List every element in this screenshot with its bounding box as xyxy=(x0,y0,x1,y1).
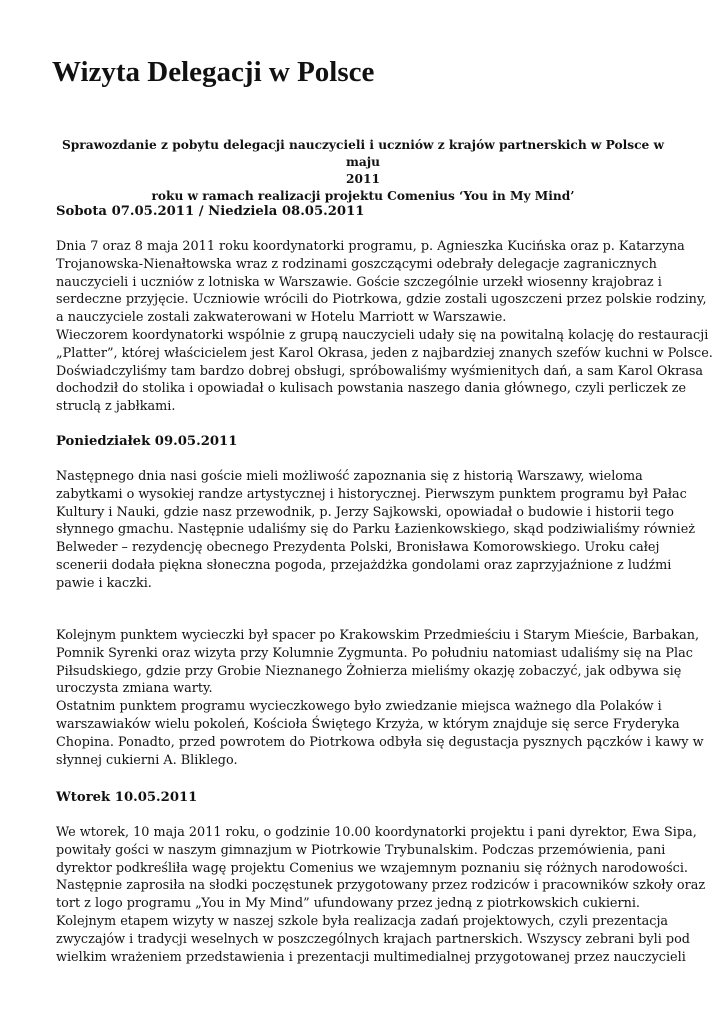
text-line: Piłsudskiego, gdzie przy Grobie Nieznanego Żołnierza mieliśmy okazję zobaczyć, jak odbywa się xyxy=(56,663,682,679)
text-line: We wtorek, 10 maja 2011 roku, o godzinie 10.00 koordynatorki projektu i pani dyrektor, Ewa Sipa, xyxy=(56,825,697,840)
text-line: słynnego gmachu. Następnie udaliśmy się do Parku Łazienkowskiego, skąd podziwialiśmy również xyxy=(56,522,696,538)
text-line: Następnego dnia nasi goście mieli możliwość zapoznania się z historią Warszawy, wieloma xyxy=(56,469,643,484)
text-line: słynnej cukierni A. Bliklego. xyxy=(56,752,238,768)
text-line: Następnie zaprosiła na słodki poczęstunek przygotowany przez rodziców i pracowników szkoły oraz xyxy=(56,878,706,894)
text-line: „Platter”, której właścicielem jest Karol Okrasa, jeden z najbardziej znanych szefów kuchni w Polsce. xyxy=(56,345,713,361)
text-line: a nauczyciele zostali zakwaterowani w Hotelu Marriott w Warszawie. xyxy=(56,310,507,326)
text-line: Dnia 7 oraz 8 maja 2011 roku koordynatorki programu, p. Agnieszka Kucińska oraz p. Katarzyna xyxy=(56,239,685,254)
text-line: Chopina. Ponadto, przed powrotem do Piotrkowa odbyła się degustacja pysznych pączków i kawy w xyxy=(56,734,704,750)
section-heading-tuesday: Wtorek 10.05.2011 xyxy=(56,790,198,805)
text-line: wielkim wrażeniem przedstawienia i prezentacji multimedialnej przygotowanej przez nauczycieli xyxy=(56,949,686,965)
text-line: scenerii dodała piękna słoneczna pogoda, przejażdżka gondolami oraz zaprzyjaźnione z ludźmi xyxy=(56,557,672,573)
text-line: warszawiaków wielu pokoleń, Kościoła Świętego Krzyża, w którym znajduje się serce Fryderyka xyxy=(56,716,680,732)
text-line: pawie i kaczki. xyxy=(56,575,152,591)
paragraph-tuesday xyxy=(56,824,706,966)
text-line: nauczycieli i uczniów z lotniska w Warszawie. Goście szczególnie urzekł wiosenny krajobraz i xyxy=(56,274,662,290)
paragraph-monday-1 xyxy=(56,468,696,593)
text-line: Ostatnim punktem programu wycieczkowego było zwiedzanie miejsca ważnego dla Polaków i xyxy=(56,699,662,715)
section-heading-monday: Poniedziałek 09.05.2011 xyxy=(56,434,238,449)
text-line: Wieczorem koordynatorki wspólnie z grupą nauczycieli udały się na powitalną kolację do restauracji xyxy=(56,327,709,343)
subtitle-line: Sprawozdanie z pobytu delegacji nauczycieli i uczniów z krajów partnerskich w Polsce w maju xyxy=(61,138,665,169)
subtitle-line: 2011 xyxy=(346,172,380,186)
text-line: dyrektor podkreśliła wagę projektu Comenius we wzajemnym poznaniu się różnych narodowości. xyxy=(56,860,688,876)
paragraph-saturday-sunday xyxy=(56,238,713,416)
text-line: Kolejnym etapem wizyty w naszej szkole była realizacja zadań projektowych, czyli prezentacja xyxy=(56,913,669,929)
text-line: tort z logo programu „You in My Mind” ufundowany przez jedną z piotrkowskich cukierni. xyxy=(56,896,641,912)
text-line: struclą z jabłkami. xyxy=(56,399,176,415)
text-line: Belweder – rezydencję obecnego Prezydenta Polski, Bronisława Komorowskiego. Uroku całej xyxy=(56,540,660,556)
subtitle-line: roku w ramach realizacji projektu Comenius ‘You in My Mind’ xyxy=(151,189,575,203)
text-line: serdeczne przyjęcie. Uczniowie wrócili do Piotrkowa, gdzie zostali ugoszczeni przez polskie rodziny, xyxy=(56,292,707,308)
text-line: Kultury i Nauki, gdzie nasz przewodnik, p. Jerzy Sajkowski, opowiadał o budowie i historii tego xyxy=(56,504,674,520)
text-line: Trojanowska-Nienałtowska wraz z rodzinami goszczącymi odebrały delegacje zagranicznych xyxy=(56,256,657,272)
text-line: Kolejnym punktem wycieczki był spacer po Krakowskim Przedmieściu i Starym Mieście, Barbakan, xyxy=(56,628,700,643)
text-line: powitały gości w naszym gimnazjum w Piotrkowie Trybunalskim. Podczas przemówienia, pani xyxy=(56,842,666,858)
section-heading-saturday-sunday: Sobota 07.05.2011 / Niedziela 08.05.2011 xyxy=(56,204,365,219)
text-line: zwyczajów i tradycji weselnych w poszczególnych krajach partnerskich. Wszyscy zebrani byli pod xyxy=(56,931,690,947)
text-line: zabytkami o wysokiej randze artystycznej i historycznej. Pierwszym punktem programu był Pałac xyxy=(56,486,687,502)
text-line: dochodził do stolika i opowiadał o kulisach powstania naszego dania głównego, czyli perliczek ze xyxy=(56,381,687,397)
paragraph-monday-2 xyxy=(56,627,704,769)
report-subtitle xyxy=(56,137,670,205)
document-title: Wizyta Delegacji w Polsce xyxy=(52,56,375,88)
text-line: Pomnik Syrenki oraz wizyta przy Kolumnie Zygmunta. Po południu natomiast udaliśmy się na Plac xyxy=(56,645,693,661)
text-line: uroczysta zmiana warty. xyxy=(56,681,213,697)
text-line: Doświadczyliśmy tam bardzo dobrej obsługi, spróbowaliśmy wyśmienitych dań, a sam Karol Okrasa xyxy=(56,363,704,379)
